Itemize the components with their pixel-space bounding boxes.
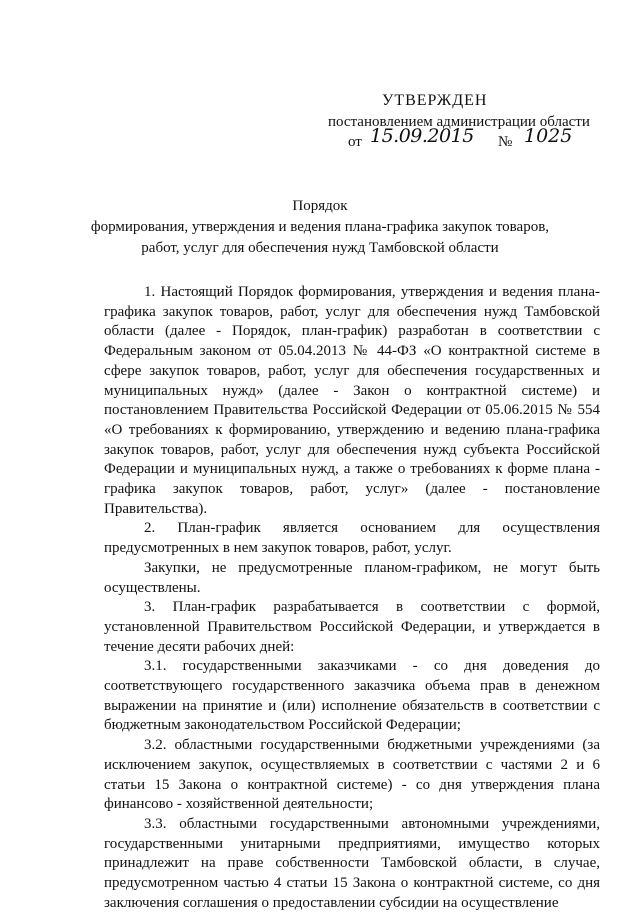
date-prefix: от <box>348 134 362 150</box>
paragraph: 3. План-график разрабатывается в соответствии с формой, установленной Правительством Российской Федерации, и утверждается в течение десяти рабочих дней: <box>104 599 600 655</box>
document-body <box>104 283 600 914</box>
title-heading: Порядок <box>292 198 348 214</box>
handwritten-number: 1025 <box>524 125 573 147</box>
decree-line: постановлением администрации области <box>328 114 590 130</box>
paragraph: 3.3. областными государственными автономными учреждениями, государственными унитарными предприятиями, имущество которых принадлежит на праве собственности Тамбовской области, в случае, предусмотренном частью 4 статьи 15 Закона о контрактной системе, со дня заключения соглашения о предоставлении субсидии на осуществление <box>104 815 600 911</box>
document-title <box>90 196 550 259</box>
approved-label: УТВЕРЖДЕН <box>382 92 488 109</box>
handwritten-date: 15.09.2015 <box>370 125 474 147</box>
paragraph: 2. План-график является основанием для осуществления предусмотренных в нем закупок товаров, работ, услуг. <box>104 520 600 557</box>
title-subtitle: формирования, утверждения и ведения плана-графика закупок товаров, работ, услуг для обеспечения нужд Тамбовской области <box>90 219 550 256</box>
paragraph: Закупки, не предусмотренные планом-графиком, не могут быть осуществлены. <box>104 559 600 596</box>
paragraph: 3.1. государственными заказчиками - со дня доведения до соответствующего государственного заказчика объема прав в денежном выражении на принятие и (или) исполнение обязательств в соответствии с бюджетным законодательством Российской Федерации; <box>104 658 600 734</box>
paragraph: 1. Настоящий Порядок формирования, утверждения и ведения плана-графика закупок товаров, работ, услуг для обеспечения нужд Тамбовской области (далее - Порядок, план-график) разработан в соответствии с Федеральным законом от 05.04.2013 № 44-ФЗ «О контрактной системе в сфере закупок товаров, работ, услуг для обеспечения государственных и муниципальных нужд» (далее - Закон о контрактной системе) и постановлением Правительства Российской Федерации от 05.06.2015 № 554 «О требованиях к формированию, утверждению и ведению плана-графика закупок товаров, работ, услуг для обеспечения нужд субъекта Российской Федерации и муниципальных нужд, а также о требованиях к форме плана - графика закупок товаров, работ, услуг» (далее - постановление Правительства). <box>104 284 600 517</box>
number-prefix: № <box>498 134 513 150</box>
paragraph: 3.2. областными государственными бюджетными учреждениями (за исключением закупок, осуществляемых в соответствии с частями 2 и 6 статьи 15 Закона о контрактной системе) - со дня утверждения плана финансово - хозяйственной деятельности; <box>104 737 600 813</box>
